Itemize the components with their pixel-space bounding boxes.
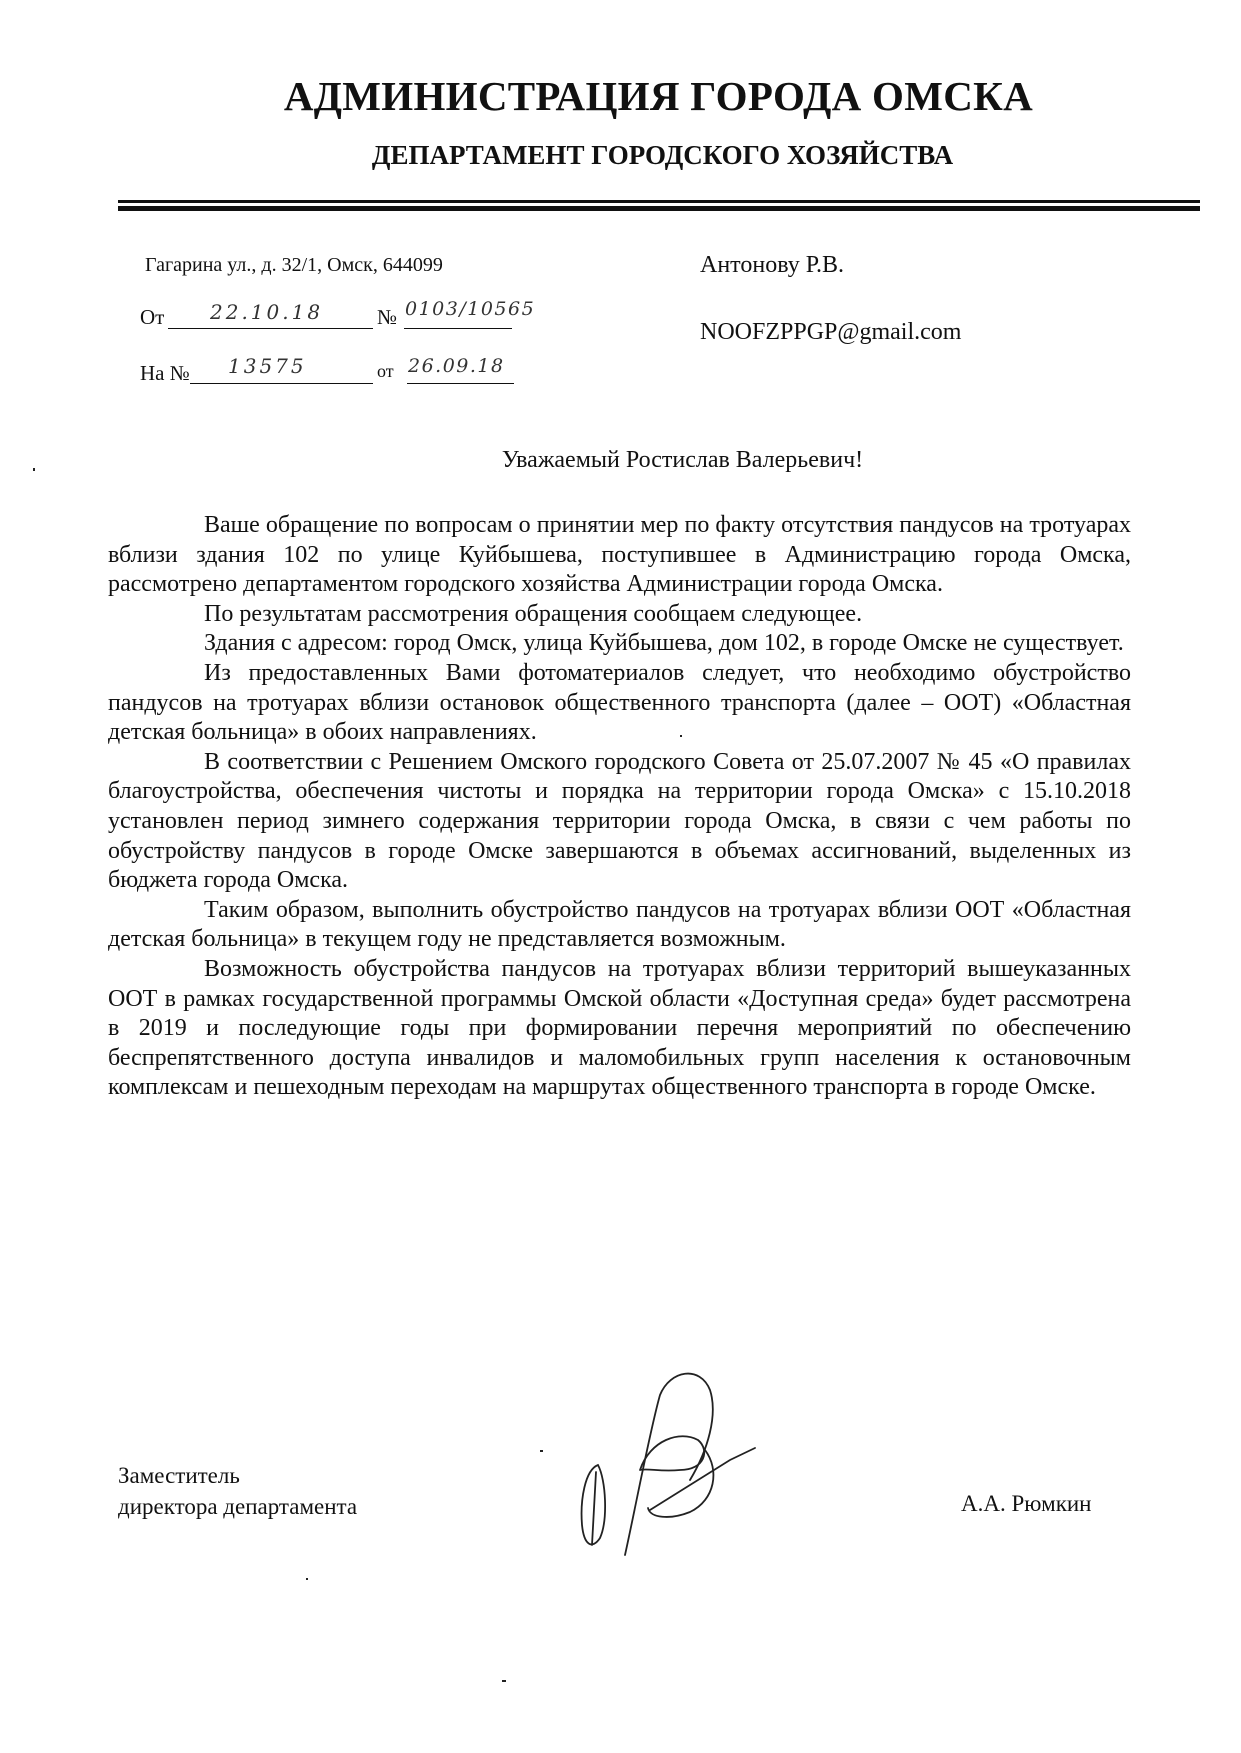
body-paragraph: В соответствии с Решением Омского городского Совета от 25.07.2007 № 45 «О правилах благоустройства, обеспечения чистоты и порядка на территории города Омска» с 15.10.2018 установлен период зимнего содержания территории города Омска, в связи с чем работы по обустройству пандусов в городе Омске завершаются в объемах ассигнований, выделенных из бюджета города Омска. (108, 748, 1131, 894)
reply-date-underline (407, 383, 514, 384)
body-paragraph: Здания с адресом: город Омск, улица Куйбышева, дом 102, в городе Омске не существует. (204, 630, 1124, 657)
scan-speck (306, 1578, 308, 1580)
from-date-handwritten: 22.10.18 (210, 300, 324, 324)
header-rule-thin (118, 200, 1200, 203)
header-rule-thick (118, 206, 1200, 211)
reply-date-handwritten: 26.09.18 (408, 355, 505, 377)
reply-to-label: На № (140, 361, 190, 385)
from-label: От (140, 305, 165, 329)
number-label: № (377, 305, 398, 329)
handwritten-signature (540, 1360, 800, 1580)
signer-position-line2: директора департамента (118, 1494, 358, 1519)
reply-to-number-handwritten: 13575 (228, 354, 307, 378)
from-date-underline (168, 328, 373, 329)
signer-name: А.А. Рюмкин (961, 1491, 1092, 1516)
recipient-name: Антонову Р.В. (700, 252, 845, 278)
letter-body (108, 511, 1131, 1103)
scan-speck (33, 468, 35, 471)
scan-speck (680, 735, 682, 737)
signer-position (118, 1460, 357, 1522)
reply-date-label: от (377, 361, 394, 381)
outgoing-number-handwritten: 0103/10565 (405, 298, 536, 320)
reply-to-underline (190, 383, 373, 384)
body-paragraph: Из предоставленных Вами фотоматериалов следует, что необходимо обустройство пандусов на тротуарах вблизи остановок общественного транспорта (далее – ООТ) «Областная детская больница» в обоих направлениях. (108, 659, 1131, 746)
body-paragraph: Возможность обустройства пандусов на тротуарах вблизи территорий вышеуказанных ООТ в рамках государственной программы Омской области «Доступная среда» будет рассмотрена в 2019 и последующие годы при формировании перечня мероприятий по обеспечению беспрепятственного доступа инвалидов и маломобильных групп населения к остановочным комплексам и пешеходным переходам на маршрутах общественного транспорта в городе Омске. (108, 955, 1131, 1101)
sender-address: Гагарина ул., д. 32/1, Омск, 644099 (145, 254, 443, 276)
signer-position-line1: Заместитель (118, 1463, 240, 1488)
scan-speck (502, 1680, 506, 1682)
organization-title: АДМИНИСТРАЦИЯ ГОРОДА ОМСКА (283, 73, 1034, 119)
department-title: ДЕПАРТАМЕНТ ГОРОДСКОГО ХОЗЯЙСТВА (371, 140, 954, 170)
body-paragraph: По результатам рассмотрения обращения сообщаем следующее. (204, 600, 863, 627)
body-paragraph: Таким образом, выполнить обустройство пандусов на тротуарах вблизи ООТ «Областная детская больница» в текущем году не представляется возможным. (108, 896, 1131, 953)
body-paragraph: Ваше обращение по вопросам о принятии мер по факту отсутствия пандусов на тротуарах вблизи здания 102 по улице Куйбышева, поступившее в Администрацию города Омска, рассмотрено департаментом городского хозяйства Администрации города Омска. (108, 512, 1131, 598)
recipient-email: NOOFZPPGP@gmail.com (700, 319, 962, 345)
salutation: Уважаемый Ростислав Валерьевич! (501, 447, 864, 473)
number-underline (404, 328, 512, 329)
